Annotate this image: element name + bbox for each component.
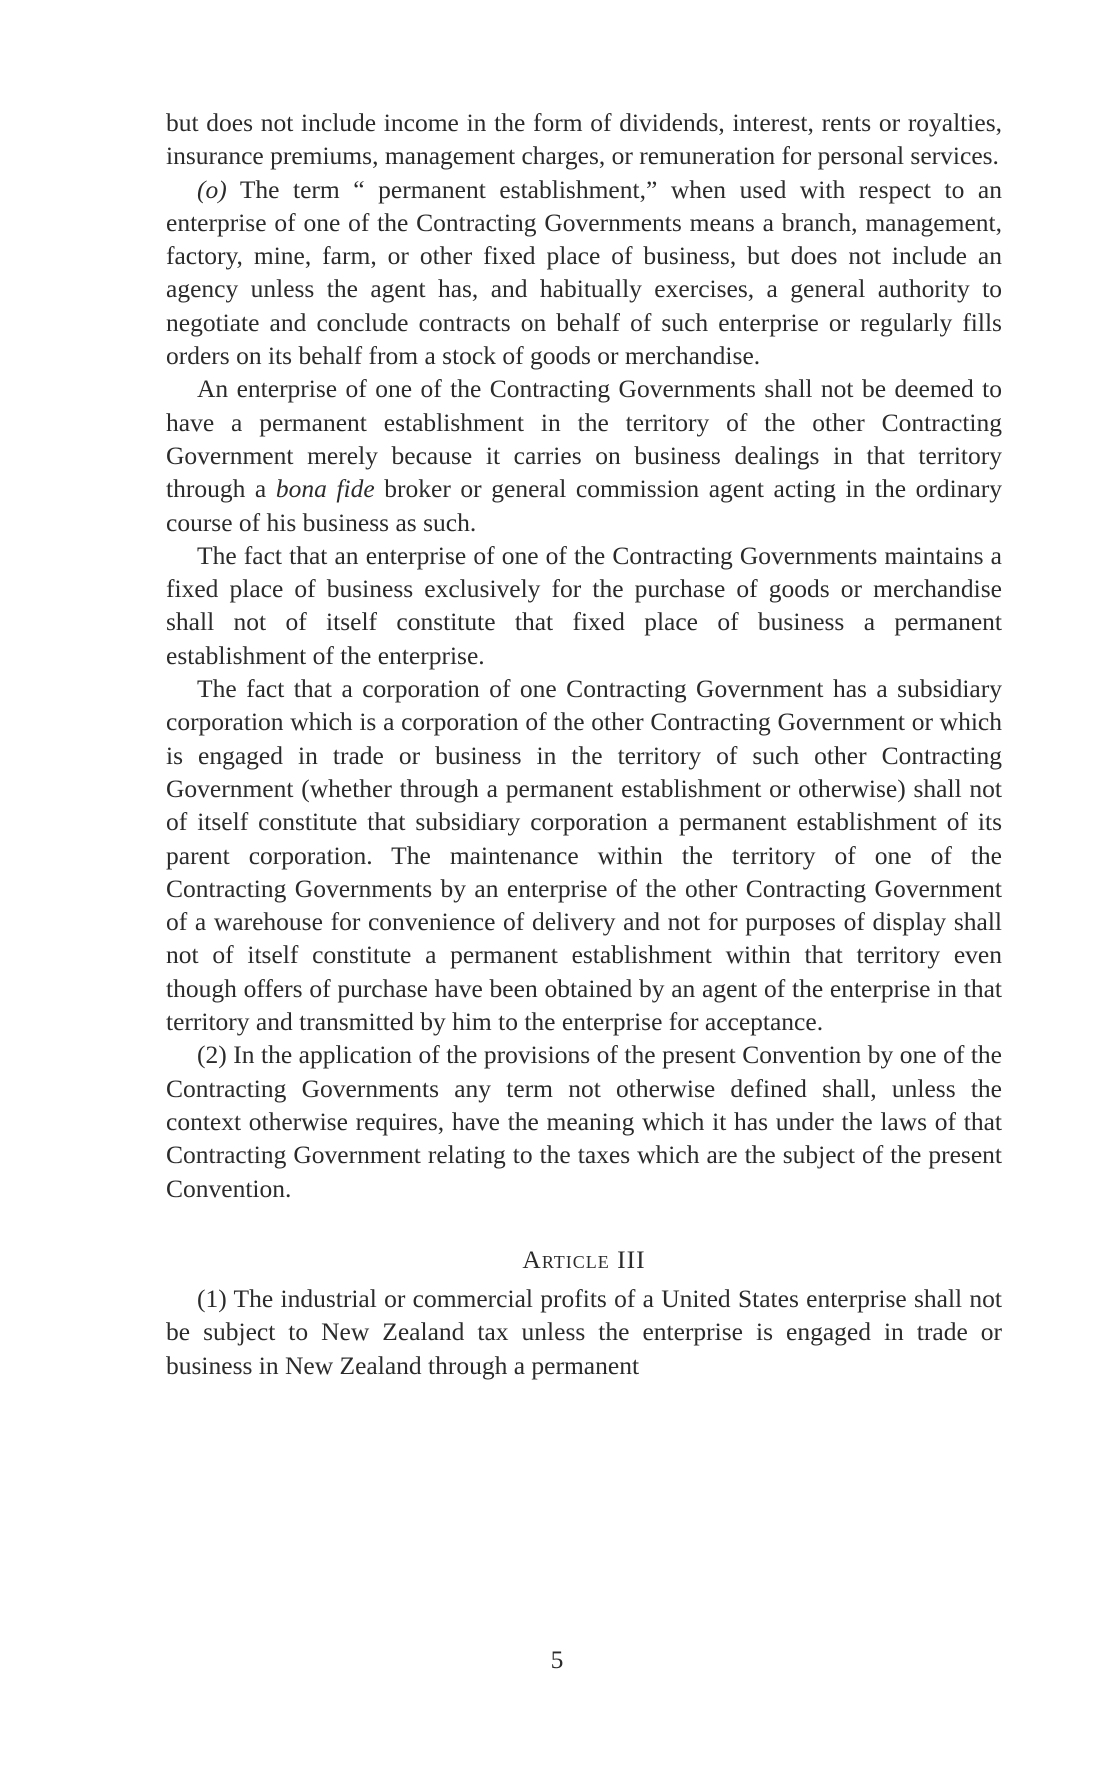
paragraph-2-interpretation: (2) In the application of the provisions of the present Convention by one of the Contracting Governments any term not otherwise defined shall, unless the context otherwise requires, have the meaning which it has under the laws of that Contracting Government relating to the taxes which are the subject of the present Convention.	[166, 1040, 1002, 1203]
body-text	[166, 106, 1002, 1205]
paragraph-o-permanent-establishment	[166, 173, 1002, 373]
paragraph-continuation: but does not include income in the form of dividends, interest, rents or royalties, insurance premiums, management charges, or remuneration for personal services.	[166, 108, 1002, 171]
paragraph-enterprise-broker	[166, 372, 1002, 538]
document-page	[166, 106, 1002, 1382]
bona-fide-italic: bona fide	[275, 474, 375, 504]
article-text	[166, 1282, 1002, 1382]
paragraph-article3-1: (1) The industrial or commercial profits of a United States enterprise shall not be subject to New Zealand tax unless the enterprise is engaged in trade or business in New Zealand through a permanent	[166, 1284, 1002, 1380]
page-number: 5	[550, 1645, 564, 1674]
paragraph-enterprise-text-2: broker or general commission agent acting in the ordinary course of his business as such.	[166, 474, 1002, 537]
paragraph-subsidiary: The fact that a corporation of one Contracting Government has a subsidiary corporation which is a corporation of the other Contracting Government or which is engaged in trade or business in the territory of such other Contracting Government (whether through a permanent establishment or otherwise) shall not of itself constitute that subsidiary corporation a permanent establishment of its parent corporation. The maintenance within the territory of one of the Contracting Governments by an enterprise of the other Contracting Government of a warehouse for convenience of delivery and not for purposes of display shall not of itself constitute a permanent establishment within that territory even though offers of purchase have been obtained by an agent of the enterprise in that territory and transmitted by him to the enterprise for acceptance.	[166, 674, 1002, 1037]
paragraph-fixed-place: The fact that an enterprise of one of the Contracting Governments maintains a fixed place of business exclusively for the purchase of goods or merchandise shall not of itself constitute that fixed place of business a permanent establishment of the enterprise.	[166, 540, 1002, 670]
paragraph-o-text: The term “ permanent establishment,” when used with respect to an enterprise of one of the Contracting Governments means a branch, management, factory, mine, farm, or other fixed place of business, but does not include an agency unless the agent has, and habitually exercises, a general authority to negotiate and conclude contracts on behalf of such enterprise or regularly fills orders on its behalf from a stock of goods or merchandise.	[166, 174, 1002, 371]
clause-label-o: (o)	[197, 174, 227, 204]
paragraph-enterprise-text-1: An enterprise of one of the Contracting Governments shall not be deemed to have a permanent establishment in the territory of the other Contracting Government merely because it carries on business dealings in that territory through a	[166, 374, 1002, 504]
article-heading: Article III	[522, 1244, 646, 1274]
